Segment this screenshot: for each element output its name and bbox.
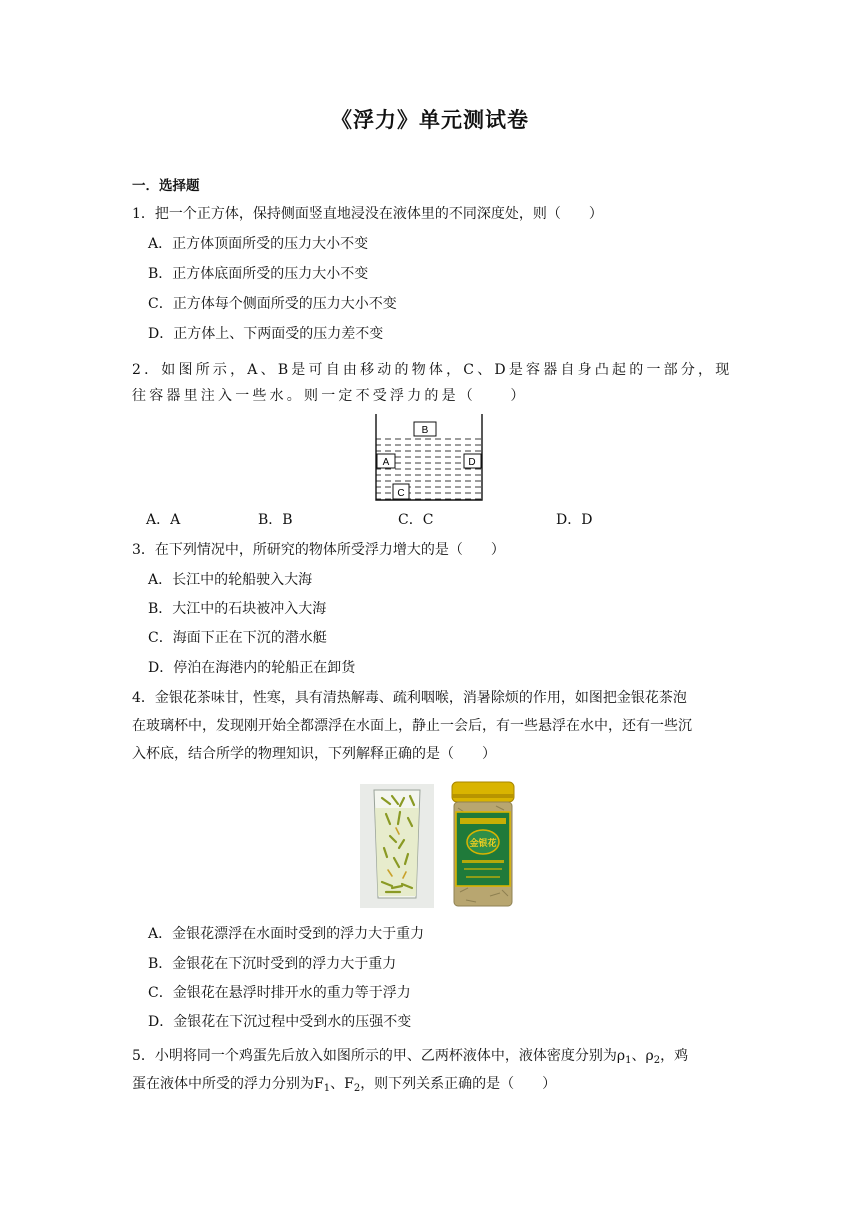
question-3-option-d: D．停泊在海港内的轮船正在卸货 — [148, 660, 356, 676]
question-1-option-c: C．正方体每个侧面所受的压力大小不变 — [148, 296, 397, 312]
question-3-stem: 3．在下列情况中，所研究的物体所受浮力增大的是（ ） — [132, 542, 505, 558]
bump-c-label: C — [397, 488, 405, 499]
question-4-glass-photo — [360, 784, 434, 908]
block-a-label: A — [382, 457, 390, 468]
question-2-stem-line-1: 2．如图所示，A、B是可自由移动的物体，C、D是容器自身凸起的一部分，现 — [132, 362, 733, 378]
rho-1-subscript: 1 — [625, 1055, 632, 1066]
bump-d-label: D — [468, 457, 476, 468]
question-3-option-c: C．海面下正在下沉的潜水艇 — [148, 630, 327, 646]
question-2-option-b: B．B — [258, 512, 293, 528]
jar-label-text: 金银花 — [469, 838, 497, 848]
question-4-option-c: C．金银花在悬浮时排开水的重力等于浮力 — [148, 985, 411, 1001]
question-1-stem: 1．把一个正方体，保持侧面竖直地浸没在液体里的不同深度处，则（ ） — [132, 206, 603, 222]
question-4-option-a: A．金银花漂浮在水面时受到的浮力大于重力 — [148, 926, 425, 942]
question-1-option-d: D．正方体上、下两面受的压力差不变 — [148, 326, 384, 342]
q5-line2-text-a: 蛋在液体中所受的浮力分别为F — [132, 1076, 324, 1092]
q5-line1-text-c: ，鸡 — [660, 1048, 689, 1064]
question-4-option-d: D．金银花在下沉过程中受到水的压强不变 — [148, 1014, 412, 1030]
question-2-container-figure — [374, 412, 486, 504]
section-heading: 一．选择题 — [132, 178, 200, 194]
question-4-option-b: B．金银花在下沉时受到的浮力大于重力 — [148, 956, 397, 972]
question-3-option-b: B．大江中的石块被冲入大海 — [148, 601, 327, 617]
question-4-jar-photo — [446, 780, 520, 910]
question-2-option-d: D．D — [556, 512, 593, 528]
question-5-stem-line-2 — [132, 1074, 556, 1099]
question-2-option-a: A．A — [146, 512, 181, 528]
question-3-option-a: A．长江中的轮船驶入大海 — [148, 572, 313, 588]
q5-line2-text-b: 、F — [330, 1076, 354, 1092]
q5-line2-text-c: ，则下列关系正确的是（ ） — [360, 1076, 557, 1092]
question-4-stem-line-2: 在玻璃杯中，发现刚开始全都漂浮在水面上，静止一会后，有一些悬浮在水中，还有一些沉 — [132, 718, 692, 734]
question-4-stem-line-1: 4．金银花茶味甘，性寒，具有清热解毒、疏利咽喉，消暑除烦的作用，如图把金银花茶泡 — [132, 690, 687, 706]
question-5-stem-line-1 — [132, 1046, 688, 1071]
block-b-label: B — [421, 425, 429, 436]
f-2-subscript: 2 — [353, 1083, 361, 1094]
question-1-option-b: B．正方体底面所受的压力大小不变 — [148, 266, 369, 282]
q5-line1-text-b: 、ρ — [631, 1048, 654, 1064]
f-1-subscript: 1 — [323, 1083, 331, 1094]
question-1-option-a: A．正方体顶面所受的压力大小不变 — [148, 236, 369, 252]
question-4-stem-line-3: 入杯底，结合所学的物理知识，下列解释正确的是（ ） — [132, 746, 496, 762]
q5-line1-text-a: 5．小明将同一个鸡蛋先后放入如图所示的甲、乙两杯液体中，液体密度分别为ρ — [132, 1048, 626, 1064]
question-2-option-c: C．C — [398, 512, 434, 528]
rho-2-subscript: 2 — [653, 1055, 661, 1066]
page-title: 《浮力》单元测试卷 — [331, 108, 529, 132]
question-2-stem-line-2: 往容器里注入一些水。则一定不受浮力的是（ ） — [132, 388, 528, 404]
